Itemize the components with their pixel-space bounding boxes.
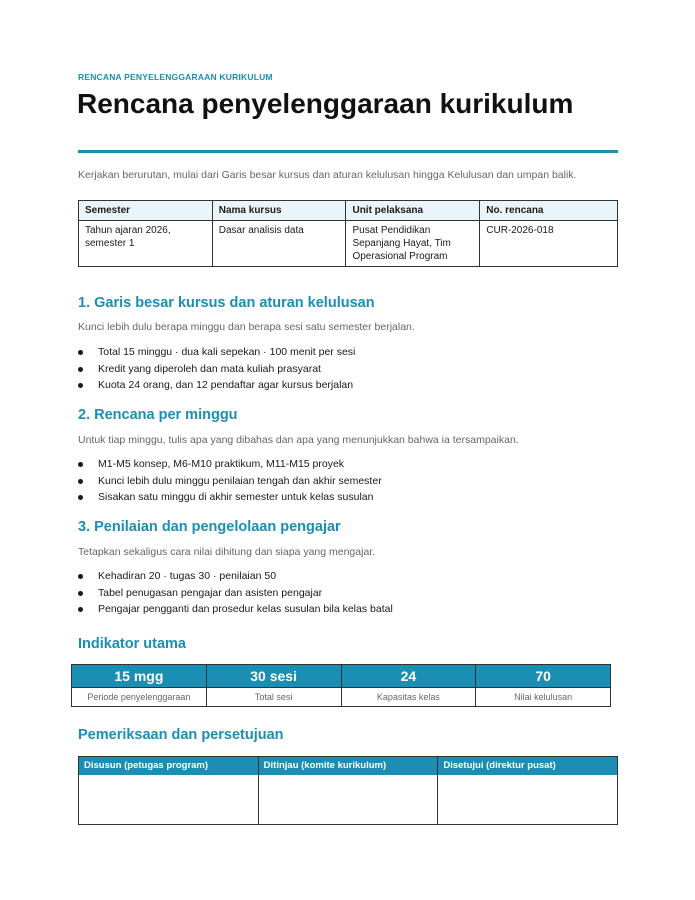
section-3-list — [78, 568, 393, 618]
kpi-label: Kapasitas kelas — [342, 687, 476, 706]
section-2-heading: 2. Rencana per minggu — [78, 407, 238, 423]
section-2-description: Untuk tiap minggu, tulis apa yang dibahas dan apa yang menunjukkan bahwa ia tersampaikan. — [78, 434, 519, 446]
approval-table — [78, 756, 618, 825]
section-3-heading: 3. Penilaian dan pengelolaan pengajar — [78, 519, 341, 535]
kpi-value: 15 mgg — [72, 665, 206, 687]
approval-col-header: Ditinjau (komite kurikulum) — [259, 757, 438, 775]
kpi-period — [72, 665, 207, 706]
list-item: Total 15 minggu · dua kali sepekan · 100 menit per sesi — [78, 344, 355, 361]
kpi-label: Nilai kelulusan — [476, 687, 610, 706]
section-3-description: Tetapkan sekaligus cara nilai dihitung dan siapa yang mengajar. — [78, 546, 376, 558]
list-item: Sisakan satu minggu di akhir semester untuk kelas susulan — [78, 489, 382, 506]
approval-col-approved — [438, 757, 617, 824]
section-2-list — [78, 456, 382, 506]
kpi-capacity — [342, 665, 477, 706]
kpi-total-sessions — [207, 665, 342, 706]
kpi-heading: Indikator utama — [78, 636, 186, 652]
approval-col-header: Disusun (petugas program) — [79, 757, 258, 775]
title-divider — [78, 150, 618, 153]
kpi-label: Periode penyelenggaraan — [72, 687, 206, 706]
info-cell-semester: Tahun ajaran 2026, semester 1 — [79, 221, 213, 267]
info-cell-course-name: Dasar analisis data — [212, 221, 346, 267]
info-header-unit: Unit pelaksana — [346, 201, 480, 221]
info-header-plan-number: No. rencana — [480, 201, 618, 221]
kpi-value: 70 — [476, 665, 610, 687]
list-item: M1-M5 konsep, M6-M10 praktikum, M11-M15 proyek — [78, 456, 382, 473]
list-item: Tabel penugasan pengajar dan asisten pengajar — [78, 585, 393, 602]
approval-col-prepared — [79, 757, 259, 824]
kpi-value: 30 sesi — [207, 665, 341, 687]
kpi-table — [71, 664, 611, 707]
kpi-value: 24 — [342, 665, 476, 687]
list-item: Kunci lebih dulu minggu penilaian tengah dan akhir semester — [78, 473, 382, 490]
intro-text: Kerjakan berurutan, mulai dari Garis besar kursus dan aturan kelulusan hingga Kelulusan dan umpan balik. — [78, 169, 577, 181]
list-item: Kehadiran 20 · tugas 30 · penilaian 50 — [78, 568, 393, 585]
section-1-description: Kunci lebih dulu berapa minggu dan berapa sesi satu semester berjalan. — [78, 321, 415, 333]
info-table-row — [79, 221, 618, 267]
kpi-passing-grade — [476, 665, 610, 706]
info-cell-unit: Pusat Pendidikan Sepanjang Hayat, Tim Operasional Program — [346, 221, 480, 267]
info-table-header-row — [79, 201, 618, 221]
info-header-course-name: Nama kursus — [212, 201, 346, 221]
approval-heading: Pemeriksaan dan persetujuan — [78, 727, 284, 743]
page-title: Rencana penyelenggaraan kurikulum — [77, 88, 574, 119]
info-cell-plan-number: CUR-2026-018 — [480, 221, 618, 267]
info-table — [78, 200, 618, 267]
info-header-semester: Semester — [79, 201, 213, 221]
section-1-list — [78, 344, 355, 394]
kpi-label: Total sesi — [207, 687, 341, 706]
list-item: Pengajar pengganti dan prosedur kelas susulan bila kelas batal — [78, 601, 393, 618]
approval-col-header: Disetujui (direktur pusat) — [438, 757, 617, 775]
approval-col-reviewed — [259, 757, 439, 824]
list-item: Kuota 24 orang, dan 12 pendaftar agar kursus berjalan — [78, 377, 355, 394]
list-item: Kredit yang diperoleh dan mata kuliah prasyarat — [78, 361, 355, 378]
section-1-heading: 1. Garis besar kursus dan aturan kelulusan — [78, 295, 375, 311]
document-kicker: RENCANA PENYELENGGARAAN KURIKULUM — [78, 72, 273, 82]
